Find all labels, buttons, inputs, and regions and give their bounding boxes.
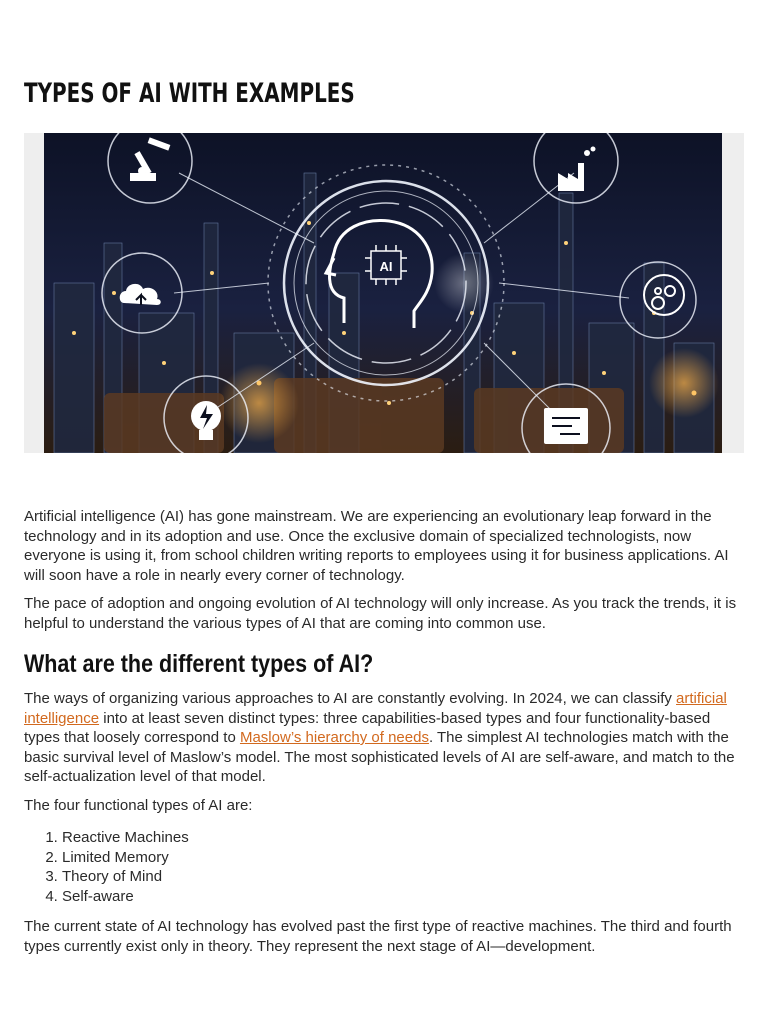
circuit-icon (544, 408, 588, 444)
section-text-part-1: The ways of organizing various approaches to AI are constantly evolving. In 2024, we can classify (24, 690, 677, 707)
list-item: 2. Limited Memory (62, 848, 189, 868)
section-text-part-2: into at least seven distinct types: three capabilities-based types and four functionality-based types that loosely correspond to (24, 709, 711, 746)
section-text-part-3: . The simplest AI technologies match with the basic survival level of Maslow’s model. The most sophisticated levels of AI are self-aware, and match to the self-actualization level of that model. (24, 729, 735, 785)
intro-paragraph-1: Artificial intelligence (AI) has gone mainstream. We are experiencing an evolutionary leap forward in the technology and in its adoption and use. Once the exclusive domain of specialized technologists, now everyone is using it, from school children writing reports to employees using it for business applications. AI will soon have a role in nearly every corner of technology. (24, 508, 729, 584)
section-paragraph (24, 689, 740, 787)
ai-chip-label: AI (379, 259, 393, 274)
page-title: TYPES OF AI WITH EXAMPLES (24, 78, 355, 109)
section-heading: What are the different types of AI? (24, 650, 374, 678)
functional-types-list (24, 828, 189, 906)
list-item: 3. Theory of Mind (62, 867, 189, 887)
list-intro: The four functional types of AI are: (24, 797, 253, 814)
artificial-intelligence-link[interactable]: artificial intelligence (24, 690, 727, 727)
list-item: 1. Reactive Machines (62, 828, 189, 848)
hero-image-frame (24, 133, 744, 453)
hero-image (44, 133, 722, 453)
closing-paragraph: The current state of AI technology has evolved past the first type of reactive machines. The third and fourth types currently exist only in theory. They represent the next stage of AI—development. (24, 918, 732, 955)
maslow-hierarchy-link[interactable]: Maslow’s hierarchy of needs (239, 729, 429, 746)
intro-paragraph-2: The pace of adoption and ongoing evolution of AI technology will only increase. As you track the trends, it is helpful to understand the various types of AI that are coming into common use. (24, 595, 737, 632)
list-item: 4. Self-aware (62, 887, 189, 907)
